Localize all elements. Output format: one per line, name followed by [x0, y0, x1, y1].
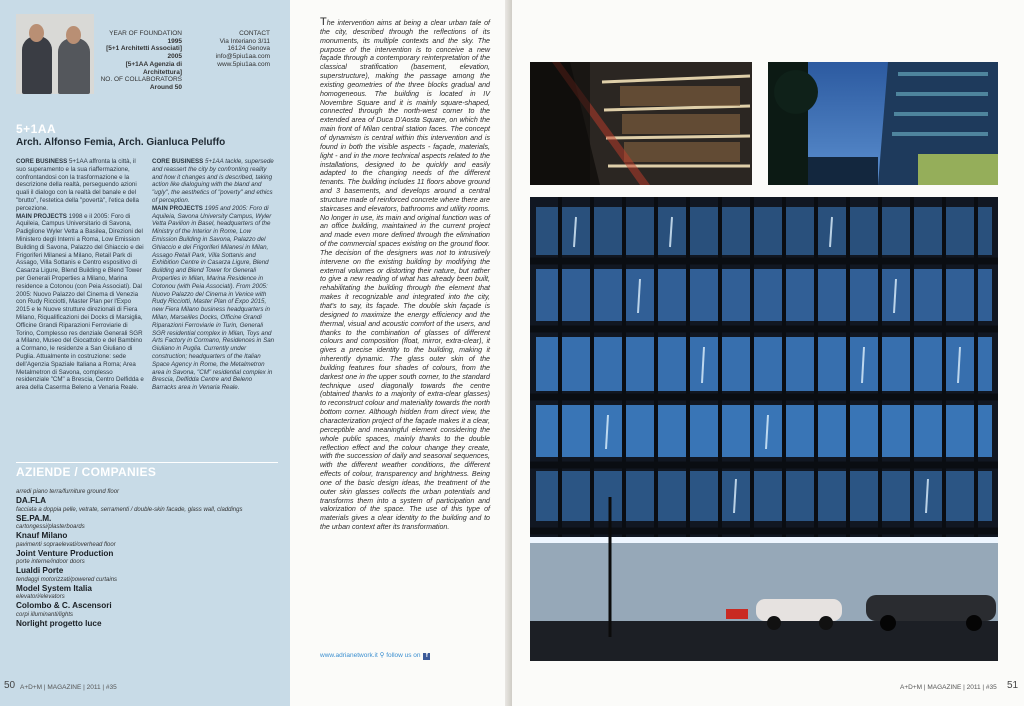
- bio-label: CORE BUSINESS: [16, 158, 68, 165]
- company-name: Knauf Milano: [16, 531, 68, 540]
- bio-text: 5+1AA affronta la città, il suo superamento e la sua riaffermazione, confrontandosi con la trasformazione e la descrizione della realtà, perseguendo azioni quali il dialogo con la realtà del banale e del "brutto", l'estetica della "povertà", l'etica della percezione.: [16, 158, 139, 212]
- facts-line: NO. OF COLLABORATORS: [100, 76, 182, 84]
- facts-line: 2005: [167, 53, 182, 61]
- page-number-left: 50: [4, 680, 16, 691]
- company-category: elevatori/elevators: [16, 594, 65, 600]
- company-name: Model System Italia: [16, 583, 92, 593]
- bio-text: 1995 and 2005: Foro di Aquileia, Savona University Campus, Wyler Vetta Pavilion in Basel, headquarters of the Ministry of the Interior in Rome, Low Emission Building in Savona, Palazzo del Ghiaccio e dei Frigoriferi Milanesi in Milan, Assago Retail Park, Villa Sottanis and Exhibition Centre in Casarza Ligure, Blend Building and Blend Tower for Generali Properties in Milan, Marina Residence in Cotonou (with Peia Associati). From 2005: Nuovo Palazzo del Cinema in Venice with Rudy Ricciotti, Master Plan of Expo 2015, new Fiera Milano business headquarters in Milan, Marseilles Docks, Officine Grandi Riparazioni Ferroviarie in Turin, Generali SGR residential complex in Milan, Toys and Arts Factory in Cormano, Residences in San Giuliano in Puglia. Currently under construction; headquarters of the Italian Space Agency in Rome, the Metalmetron area in Savona, "CM" residential complex in Brescia, Delfidda Centre and Beleno Barracks area in Venaria Reale.: [152, 204, 275, 392]
- bio-label: MAIN PROJECTS: [152, 204, 203, 212]
- studio-brand: 5+1AA: [16, 122, 57, 136]
- bio-label: MAIN PROJECTS: [16, 212, 67, 220]
- contact-line: 16124 Genova: [227, 45, 270, 53]
- facts-line: Around 50: [149, 83, 182, 91]
- magazine-footer-left: A+D+M | MAGAZINE | 2011 | #35: [20, 684, 117, 691]
- company-category: corpi illuminanti/lights: [16, 611, 74, 618]
- architects-names: Arch. Alfonso Femia, Arch. Gianluca Peluffo: [16, 137, 226, 148]
- bio-text: 1998 e il 2005: Foro di Aquileia, Campus Universitario di Savona, Padiglione Wyler Vetta a Basilea, Direzioni del Ministero degli Interni a Roma, Low Emission Building di Savona, Palazzo del Ghiaccio e dei Frigoriferi Milanesi a Milano, Retail Park di Assago, Villa Sottanis e Centro espositivo di Casarza Ligure, Blend Building e Blend Tower per Generali Properties a Milano, Marina residence a Cotonou (con Peia Associati). Dal 2005: Nuovo Palazzo del Cinema di Venezia con Rudy Ricciotti, Master Plan per l'Expo 2015 e le Nuove strutture direzionali di Fiera Milano, Riqualificazioni dei Docks di Marsiglia, Officine Grandi Riparazioni Ferroviarie di Torino, Complesso res denziale Generali SGR a Milano, Museo del Giocattolo e del Bambino a Cormano, le residenze a San Giuliano di Puglia. Attualmente in costruzione: sede dell'Agenzia Spaziale Italiana a Roma; Area Metalmetron di Savona, complesso residenziale "CM" a Brescia, Centro Delfidda e area della Caserma Beleno a Venaria Reale.: [16, 212, 144, 392]
- web-links: [320, 651, 430, 660]
- bio-label: CORE BUSINESS: [152, 158, 204, 165]
- company-category: arredi piano terra/furniture ground floor: [16, 489, 120, 495]
- contact-website[interactable]: www.5piu1aa.com: [217, 60, 270, 68]
- website-link[interactable]: www.adrianetwork.it: [320, 652, 378, 659]
- company-name: SE.PA.M.: [16, 513, 52, 523]
- companies-title: AZIENDE / COMPANIES: [16, 465, 157, 479]
- right-page: [512, 0, 1024, 706]
- page-number-right: 51: [1007, 680, 1019, 691]
- article-body: [320, 18, 490, 532]
- company-list: [16, 489, 276, 629]
- company-item: [16, 507, 276, 524]
- photo-tower-evening-image: [768, 62, 998, 185]
- photo-tower-evening: [768, 62, 998, 185]
- studio-contact: [186, 30, 270, 69]
- company-category: porte interne/indoor doors: [16, 559, 85, 565]
- article-dropcap: T: [320, 16, 327, 28]
- facts-line: [5+1 Architetti Associati]: [106, 45, 182, 53]
- company-name: Joint Venture Production: [16, 548, 114, 558]
- contact-email[interactable]: info@5piu1aa.com: [215, 53, 270, 61]
- architects-portrait: [16, 14, 94, 94]
- facts-line: 1995: [167, 37, 182, 45]
- article-text: he intervention aims at being a clear urban tale of the city, described through the reflections of its monuments, its multiple contexts and the sky. The purpose of the intervention is to conceive a new façade through a contemporary reinterpretation of the classical stratification (basement, elevation, superstructure), making the passage among the existing geometries of the three blocks gradual and homogeneous. The building is located in IV Novembre Square and it is mainly square-shaped, connected through the north-west corner to the extended area of Duca D'Aosta Square, on which the main front of Milan central station faces. The concept of dynamism is central within this intervention and is found in both the visible aspects - façade, materials, light - and in the more technical aspects related to the installations, designed to be quickly and easily adapted to the changing needs of the different tenants. The building includes 11 floors above ground and 3 basements, and develops around a central structure made of reinforced concrete where there are staircases and elevators, bathrooms and utility rooms. No longer in use, its main and original function was of an office building, maintained in the current project and made even more defined through the elimination of the commercial spaces existing on the ground floor. The decision of the designers was not to intrusively intervene on the existing building by modifying the external volumes or distorting their nature, but rather to give a new reading of what has already been built, rehabilitating the building through the element that makes it recognizable and integrated into the city, that's to say, its façade. The double skin façade is designed to maximize the energy efficiency and the thermal, visual and acoustic comfort of the users, and thanks to the combination of glasses of different colours and composition (float, mirror, extra-clear), it gives a precise identity to the building, making it inherently dynamic. The glass outer skin of the building features four shades of colours, from the darkest one in the upper south corner, to the standard technique used diagonally towards the centre (obtained thanks to a majority of extra-clear glasses) to reconstruct colour and materiality towards the north bottom corner. Although hidden from direct view, the characterization project of the façade makes it a clear, perceptible and meaningful element considering the whole public spaces, mainly thanks to the double reflection effect and the colour change they create, with the succession of daily and seasonal sequences, with the different weather conditions, the different effects of colour, transparency and brightness. Being one of the basic design ideas, the treatment of the outer skin glasses collects the urban potentials and transforms them into a system of participation and valorization of the space. The use of this type of materials gives a clear identity to the building and to the urban context after its transformation.: [320, 19, 490, 532]
- photo-building-dusk-image: [530, 62, 752, 185]
- follow-label: follow us on: [386, 652, 421, 659]
- company-name: Lualdi Porte: [16, 566, 64, 575]
- company-name: Colombo & C. Ascensori: [16, 601, 112, 610]
- bio-english: [152, 158, 276, 392]
- bio-italian: [16, 158, 146, 392]
- photo-building-dusk: [530, 62, 752, 185]
- contact-line: CONTACT: [239, 30, 270, 37]
- company-category: cartongessi/plasterboards: [16, 524, 85, 530]
- company-item: [16, 524, 276, 541]
- company-category: pavimenti sopraelevati/overhead floor: [16, 541, 116, 548]
- photo-facade-night: [530, 197, 998, 661]
- company-item: [16, 542, 276, 559]
- facebook-icon[interactable]: f: [423, 653, 430, 660]
- photo-facade-night-image: [530, 197, 998, 661]
- company-name: DA.FLA: [16, 496, 47, 505]
- company-category: tendaggi motorizzati/powered curtains: [16, 576, 118, 583]
- studio-facts: [100, 30, 182, 92]
- company-name: Norlight progetto luce: [16, 618, 102, 628]
- facts-line: [5+1AA Agenzia di Architettura]: [125, 60, 182, 76]
- company-item: [16, 577, 276, 594]
- bio-text: 5+1AA tackle, supersede and reassert the city by confronting reality and how it changes and is described, taking action like dialoguing with the bland and "ugly", the aesthetics of "poverty" and ethics of perception.: [152, 158, 274, 204]
- company-category: facciata a doppia pelle, vetrate, serramenti / double-skin facade, glass wall, claddings: [16, 506, 243, 513]
- magazine-footer-right: A+D+M | MAGAZINE | 2011 | #35: [900, 684, 997, 691]
- company-item: [16, 594, 276, 611]
- facts-line: YEAR OF FOUNDATION: [109, 30, 182, 37]
- company-item: [16, 489, 276, 506]
- contact-line: Via Interiano 3/11: [219, 37, 270, 45]
- company-item: [16, 559, 276, 576]
- search-icon: ⚲: [379, 652, 385, 659]
- company-item: [16, 612, 276, 629]
